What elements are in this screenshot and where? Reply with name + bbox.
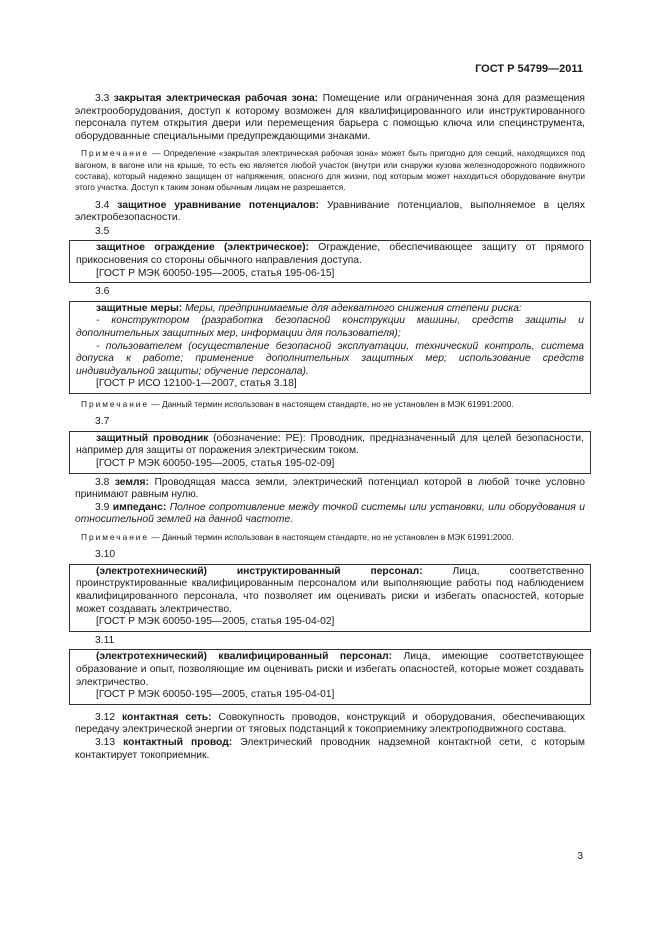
definition-box-3-5 <box>69 240 591 283</box>
note-3 <box>75 532 585 543</box>
definition-3-8 <box>75 477 585 502</box>
reference: [ГОСТ Р МЭК 60050-195—2005, статья 195-02-09] <box>96 457 335 469</box>
page-number: 3 <box>577 851 583 862</box>
term: (электротехнический) инструктированный персонал: <box>96 565 423 577</box>
definition-box-3-10 <box>69 564 591 632</box>
definition-text: Лица, имеющие соответствующее образование и опыт, позволяющие им оценивать риски и избегать опасностей, которые может создавать электричество. <box>76 651 584 688</box>
definition-text: (обозначение: PE): Проводник, предназначенный для целей безопасности, например для защиты от поражения электрическим током. <box>76 432 584 457</box>
term: импеданс: <box>112 501 167 513</box>
term: защитные меры: <box>96 302 183 314</box>
term: защитное уравнивание потенциалов: <box>117 199 319 211</box>
definition-box-3-11 <box>69 649 591 704</box>
clause-number: 3.8 <box>95 476 110 488</box>
definition-text: Совокупность проводов, конструкций и оборудования, обеспечивающих передачу электрической энергии от тяговых подстанций к токоприемнику электроподвижного состава. <box>75 711 585 736</box>
note-text: — Данный термин использован в настоящем стандарте, но не установлен в МЭК 61991:2000. <box>151 398 514 409</box>
term: (электротехнический) квалифицированный персонал: <box>96 651 393 663</box>
term: защитный проводник <box>96 432 209 444</box>
reference: [ГОСТ Р МЭК 60050-195—2005, статья 195-04-02] <box>96 616 335 628</box>
definition-3-4 <box>75 200 585 225</box>
definition-box-3-6 <box>69 301 591 394</box>
clause-number: 3.3 <box>95 93 110 104</box>
clause-number: 3.12 <box>95 711 116 723</box>
standard-header: ГОСТ Р 54799—2011 <box>475 63 583 75</box>
note-label: Примечание <box>81 148 150 159</box>
definition-3-13 <box>75 737 585 762</box>
term: контактный провод: <box>123 736 233 748</box>
note-1 <box>75 148 585 193</box>
clause-number-3-5: 3.5 <box>95 225 110 237</box>
list-item: - пользователем (осуществление безопасной эксплуатации, технический контроль, система допуска к работе; применение дополнительных защитных мер; использование средств индивидуальной защиты; обучение персонала). <box>76 340 584 377</box>
note-label: Примечание <box>81 398 150 409</box>
clause-number-3-10: 3.10 <box>95 549 116 561</box>
list-item: - конструктором (разработка безопасной конструкции машины, средств защиты и дополнительных защитных мер, информации для пользователя); <box>76 315 584 339</box>
definition-text: Помещение или ограниченная зона для размещения электрооборудования, доступ к которому возможен для квалифицированного или инструктированного персонала путем открытия двери или перемещения барьера с помощью ключа или специнструмента, оборудованные специальными предупреждающими знаками. <box>75 93 585 142</box>
definition-text: Полное сопротивление между точкой системы или установки, или оборудования и относительной землей на данной частоте. <box>75 501 585 526</box>
clause-number-3-11: 3.11 <box>95 634 115 646</box>
clause-number: 3.13 <box>95 736 116 748</box>
definition-text: Меры, предпринимаемые для адекватного снижения степени риска: <box>185 302 522 314</box>
clause-number: 3.9 <box>95 501 110 513</box>
reference: [ГОСТ Р МЭК 60050-195—2005, статья 195-04-01] <box>96 689 335 701</box>
term: защитное ограждение (электрическое): <box>96 242 309 254</box>
term: земля: <box>114 476 149 488</box>
definition-text: Электрический проводник надземной контактной сети, с которым контактирует токоприемник. <box>75 736 585 761</box>
note-2 <box>75 399 585 410</box>
definition-text: Проводящая масса земли, электрический потенциал которой в любой точке условно принимают равным нулю. <box>75 476 585 501</box>
note-text: — Определение «закрытая электрическая рабочая зона» может быть пригодно для секций, находящихся под вагоном, в вагоне или на крыше, то есть ею является любой участок (внутри или снаружи кузова железнодорожного подвижного состава), который надежно защищен от напряжения, опасного для жизни, под которым может находиться оборудование внутри этого участка. Доступ к таким зонам обычным лицам не разрешается. <box>75 148 585 193</box>
definition-box-3-7 <box>69 431 591 474</box>
reference: [ГОСТ Р МЭК 60050-195—2005, статья 195-06-15] <box>96 267 335 279</box>
term: контактная сеть: <box>122 711 212 723</box>
clause-number-3-6: 3.6 <box>95 286 110 298</box>
definition-3-9 <box>75 502 585 527</box>
definition-3-3 <box>75 93 585 143</box>
clause-number: 3.4 <box>95 199 110 211</box>
definition-3-12 <box>75 712 585 737</box>
term: закрытая электрическая рабочая зона: <box>113 93 319 104</box>
definition-text: Ограждение, обеспечивающее защиту от прямого прикосновения со стороны обычного направления доступа. <box>76 242 584 266</box>
reference: [ГОСТ Р ИСО 12100-1—2007, статья 3.18] <box>96 378 297 390</box>
note-text: — Данный термин использован в настоящем стандарте, но не установлен в МЭК 61991:2000. <box>151 531 514 542</box>
definition-text: Лица, соответственно проинструктированные квалифицированным персоналом или выполняющие работы под наблюдением квалифицированного персонала, что позволяет им оценивать риски и избегать опасностей, которые может создавать электричество. <box>76 565 584 615</box>
definition-text: Уравнивание потенциалов, выполняемое в целях электробезопасности. <box>75 199 585 224</box>
document-body <box>75 93 585 762</box>
note-label: Примечание <box>81 531 150 542</box>
clause-number-3-7: 3.7 <box>95 416 110 428</box>
